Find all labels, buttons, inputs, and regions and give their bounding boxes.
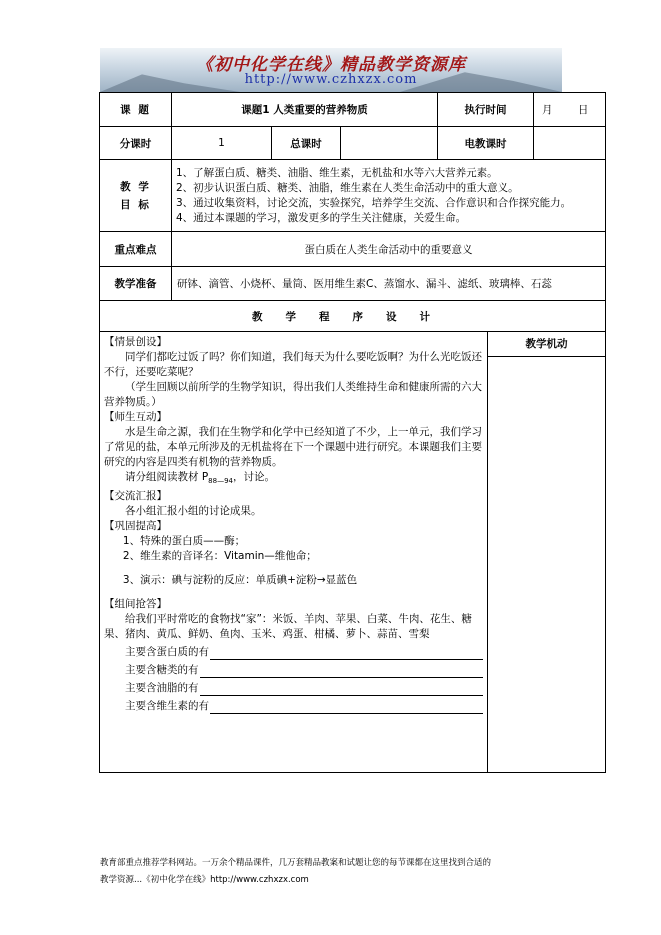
process-title: 教学程序设计 <box>100 301 606 332</box>
exec-time-value <box>534 93 606 127</box>
section-heading: 【组间抢答】 <box>104 598 167 611</box>
total-period-value <box>341 127 438 160</box>
sub-period-value: 1 <box>172 127 272 160</box>
list-item: 1、特殊的蛋白质——酶； <box>122 535 246 548</box>
section-heading: 【情景创设】 <box>104 336 167 348</box>
goals-label-line2: 目 标 <box>120 198 151 211</box>
paragraph <box>104 470 483 489</box>
answer-line <box>104 681 483 696</box>
paragraph: 同学们都吃过饭了吗？你们知道，我们每天为什么要吃饭啊？为什么光吃饭还不行，还要吃菜呢？ <box>104 351 482 378</box>
page-range: 88—94 <box>208 477 233 486</box>
answer-label: 主要含糖类的有 <box>125 664 199 677</box>
goal-item: 3、通过收集资料，讨论交流，实验探究，培养学生交流、合作意识和合作探究能力。 <box>176 196 572 209</box>
section-heading: 【巩固提高】 <box>104 520 167 533</box>
goals-label-line1: 教 学 <box>120 180 151 193</box>
av-period-value <box>534 127 606 160</box>
paragraph: 给我们平时常吃的食物找“家”：米饭、羊肉、苹果、白菜、牛肉、花生、糖果、猪肉、黄瓜、鲜奶、鱼肉、玉米、鸡蛋、柑橘、萝卜、蒜苗、雪梨 <box>104 613 472 641</box>
goals-label <box>100 160 172 232</box>
answer-label: 主要含油脂的有 <box>125 682 199 695</box>
answer-line <box>104 699 483 714</box>
key-points-label: 重点难点 <box>100 232 172 267</box>
list-item: 3、演示：碘与淀粉的反应：单质碘+淀粉→显蓝色 <box>122 574 358 587</box>
footer-line: 教学资源...《初中化学在线》http://www.czhxzx.com <box>100 875 309 885</box>
answer-blank[interactable] <box>200 665 484 678</box>
footer-line: 教育部重点推荐学科网站。一万余个精品课件，几万套精品教案和试题让您的每节课都在这里找到合适的 <box>100 858 492 868</box>
prep-label: 教学准备 <box>100 267 172 301</box>
answer-line <box>104 663 483 678</box>
topic-label: 课 题 <box>100 93 172 127</box>
answer-blank[interactable] <box>210 647 483 660</box>
total-period-label: 总课时 <box>272 127 341 160</box>
goals-list <box>172 160 606 232</box>
paragraph-text: ，讨论。 <box>233 471 275 483</box>
paragraph: 水是生命之源，我们在生物学和化学中已经知道了不少，上一单元，我们学习了常见的盐，本单元所涉及的无机盐将在下一个课题中进行研究。本课题我们主要研究的内容是四类有机物的营养物质。 <box>104 426 482 468</box>
side-column <box>488 332 606 773</box>
section-heading: 【师生互动】 <box>104 411 167 423</box>
answer-blank[interactable] <box>210 701 483 714</box>
exec-time-label: 执行时间 <box>438 93 534 127</box>
paragraph: （学生回顾以前所学的生物学知识，得出我们人类维持生命和健康所需的六大营养物质。） <box>104 381 482 408</box>
side-title: 教学机动 <box>488 332 605 357</box>
paragraph: 各小组汇报小组的讨论成果。 <box>125 505 262 518</box>
answer-blank[interactable] <box>200 683 484 696</box>
av-period-label: 电教课时 <box>438 127 534 160</box>
list-item: 2、维生素的音译名：Vitamin—维他命； <box>122 550 317 563</box>
day-label: 日 <box>577 104 589 116</box>
paragraph-text: 请分组阅读教材 P <box>125 471 209 483</box>
goal-item: 4、通过本课题的学习，激发更多的学生关注健康，关爱生命。 <box>176 211 467 224</box>
goal-item: 2、初步认识蛋白质、糖类、油脂，维生素在人类生命活动中的重大意义。 <box>176 181 519 194</box>
banner-title: 《初中化学在线》精品教学资源库 <box>196 55 466 75</box>
section-heading: 【交流汇报】 <box>104 490 167 503</box>
process-content <box>100 332 488 773</box>
banner-url[interactable]: http://www.czhxzx.com <box>244 72 418 87</box>
prep-value: 研钵、滴管、小烧杯、量筒、医用维生素C、蒸馏水、漏斗、滤纸、玻璃棒、石蕊 <box>172 267 606 301</box>
lesson-plan-table <box>99 92 606 773</box>
goal-item: 1、了解蛋白质、糖类、油脂、维生素，无机盐和水等六大营养元素。 <box>176 166 498 179</box>
answer-label: 主要含蛋白质的有 <box>125 646 209 659</box>
answer-label: 主要含维生素的有 <box>125 700 209 713</box>
answer-line <box>104 645 483 660</box>
topic-value: 课题1 人类重要的营养物质 <box>172 93 438 127</box>
footer <box>100 855 570 889</box>
month-label: 月 <box>542 104 553 116</box>
sub-period-label: 分课时 <box>100 127 172 160</box>
key-points-value: 蛋白质在人类生命活动中的重要意义 <box>172 232 606 267</box>
header-banner <box>100 48 562 92</box>
